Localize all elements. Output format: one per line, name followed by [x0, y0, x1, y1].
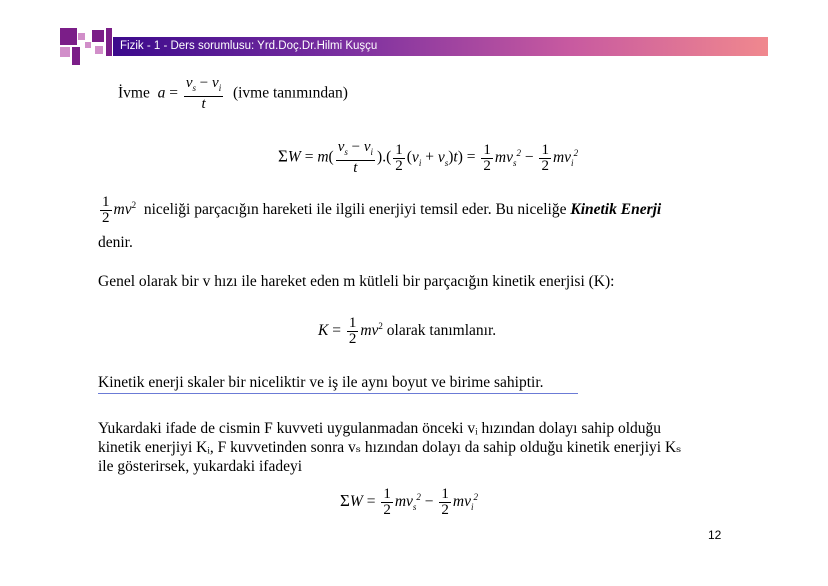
paragraph-line-1: Yukardaki ifade de cismin F kuvveti uygulanmadan önceki vᵢ hızından dolayı sahip olduğu: [98, 420, 661, 437]
header-title: Fizik - 1 - Ders sorumlusu: Yrd.Doç.Dr.Hilmi Kuşçu: [120, 40, 378, 52]
paragraph-line-3: ile gösterirsek, yukardaki ifadeyi: [98, 458, 303, 475]
general-sentence: Genel olarak bir v hızı ile hareket eden m kütleli bir parçacığın kinetik enerjisi (K):: [98, 273, 615, 290]
ivme-note: (ivme tanımından): [232, 84, 348, 102]
kinetic-sentence-2: denir.: [98, 234, 133, 251]
page-number: 12: [708, 528, 722, 542]
kinetic-energy-formula: K = $\frac{1}{2}$ $mv^2$ olarak tanımlanır.: [318, 315, 497, 347]
kinetic-energy-statement: $\frac{1}{2}$ $mv^2$ niceliği parçacığın hareketi ile ilgili enerjiyi temsil eder. Bu niceliğe Kinetik Enerji: [102, 194, 662, 226]
work-equation: ΣW = m( $\frac{v_s - v_i}{t}$ ).( $\frac{1}{2}$ $(v_i + v_s)t$) = $\frac{1}{2}$ $mv_s^2$ − $\frac{1}{2}$ $mv_i^2$: [278, 139, 579, 176]
defined-as-text: olarak tanımlanır.: [386, 322, 497, 340]
ivme-label: İvme: [118, 84, 150, 102]
scalar-sentence: Kinetik enerji skaler bir niceliktir ve iş ile aynı boyut ve birime sahiptir.: [98, 374, 544, 391]
ivme-definition: İvme a = $\frac{v_s - v_i}{t}$ (ivme tanımından): [118, 75, 348, 112]
kinetic-sentence-1: niceliği parçacığın hareketi ile ilgili enerjiyi temsil eder. Bu niceliğe: [143, 201, 567, 219]
ivme-fraction: $\frac{v_s - v_i}{t}$: [185, 75, 222, 112]
final-work-equation: ΣW = $\frac{1}{2}$ $mv_s^2$ − $\frac{1}{2}$ $mv_i^2$: [340, 486, 479, 518]
underline-divider: [98, 393, 578, 394]
paragraph-line-2: kinetik enerjiyi Kᵢ, F kuvvetinden sonra vₛ hızından dolayı da sahip olduğu kinetik enerjiyi Kₛ: [98, 439, 682, 456]
kinetic-term: Kinetik Enerji: [570, 201, 662, 219]
